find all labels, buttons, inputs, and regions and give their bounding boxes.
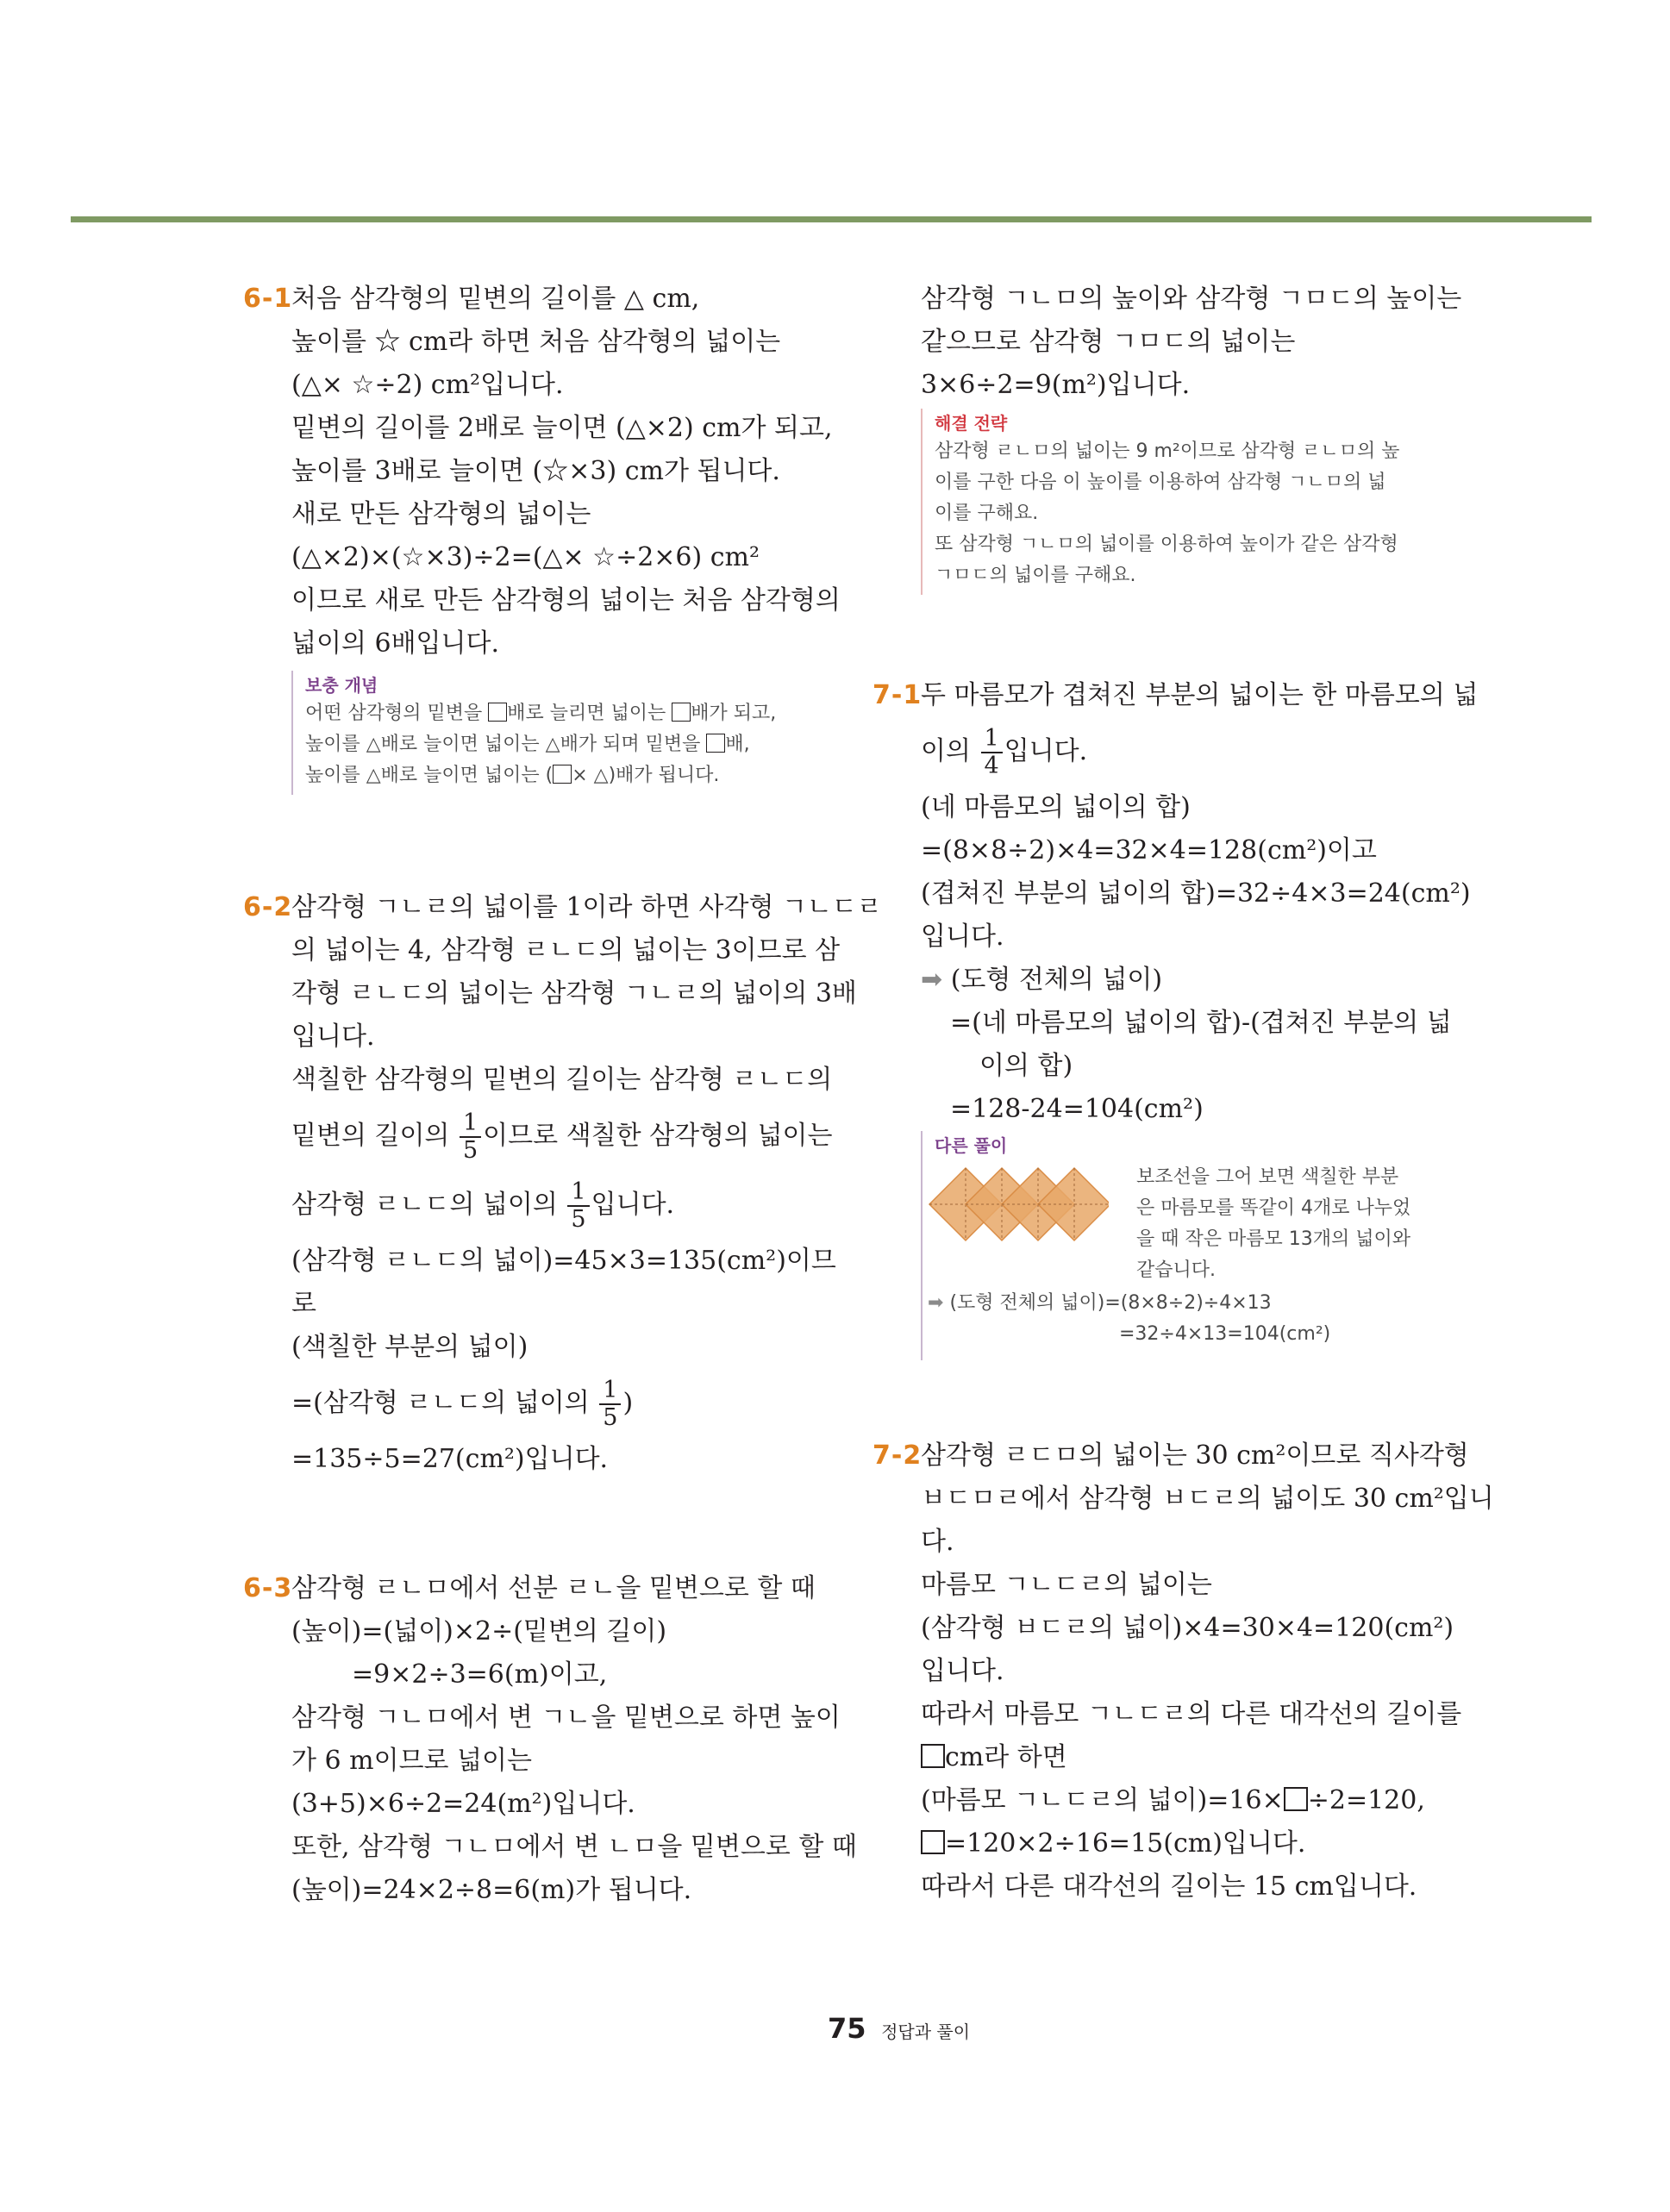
text-line <box>291 1102 833 1171</box>
arrow-right-icon: ➡ <box>921 965 943 995</box>
note-line: 또 삼각형 ㄱㄴㅁ의 넓이를 이용하여 높이가 같은 삼각형 <box>935 534 1398 555</box>
note-line: 이를 구해요. <box>935 503 1039 524</box>
blank-box <box>488 703 507 722</box>
alternative-solution-note <box>921 1131 1442 1360</box>
note-equation <box>928 1288 1330 1350</box>
blank-box <box>672 703 691 722</box>
note-text: × △)배가 됩니다. <box>572 765 720 786</box>
text-line: 의 넓이는 4, 삼각형 ㄹㄴㄷ의 넓이는 3이므로 삼 <box>291 935 841 965</box>
problem-number: 6-3 <box>243 1573 293 1603</box>
text-line: 색칠한 삼각형의 밑변의 길이는 삼각형 ㄹㄴㄷ의 <box>291 1065 833 1095</box>
text-line: (△×2)×(☆×3)÷2=(△× ☆÷2×6) cm² <box>291 542 760 572</box>
note-line: ㄱㅁㄷ의 넓이를 구해요. <box>935 565 1136 586</box>
note-line: 을 때 작은 마름모 13개의 넓이와 <box>1136 1228 1410 1250</box>
text-line: 이의 합) <box>979 1051 1073 1081</box>
header-rule <box>71 216 1592 222</box>
denominator: 5 <box>571 1206 586 1233</box>
denominator: 5 <box>603 1404 618 1431</box>
text-line: 입니다. <box>921 922 1004 952</box>
text-line: 삼각형 ㄹㄷㅁ의 넓이는 30 cm²이므로 직사각형 <box>921 1440 1469 1471</box>
text-line: 삼각형 ㄱㄴㄹ의 넓이를 1이라 하면 사각형 ㄱㄴㄷㄹ <box>291 892 882 922</box>
text-line: 높이를 3배로 늘이면 (☆×3) cm가 됩니다. <box>291 456 780 486</box>
note-text: 배로 늘리면 넓이는 <box>507 703 672 724</box>
text-line: 두 마름모가 겹쳐진 부분의 넓이는 한 마름모의 넓 <box>921 680 1479 710</box>
text: 밑변의 길이의 <box>291 1121 458 1151</box>
text: (마름모 ㄱㄴㄷㄹ의 넓이)=16× <box>921 1785 1284 1815</box>
text: (도형 전체의 넓이) <box>950 965 1163 995</box>
text-line: 이므로 새로 만든 삼각형의 넓이는 처음 삼각형의 <box>291 585 841 615</box>
overlapping-rhombus-diagram <box>928 1165 1109 1243</box>
text-line: 따라서 다른 대각선의 길이는 15 cm입니다. <box>921 1871 1417 1902</box>
text-line: =9×2÷3=6(m)이고, <box>352 1659 608 1690</box>
blank-box <box>1284 1787 1308 1811</box>
text-line: 3×6÷2=9(m²)입니다. <box>921 370 1191 400</box>
page-footer <box>828 2012 970 2045</box>
blank-box <box>921 1830 945 1854</box>
text-line: (삼각형 ㅂㄷㄹ의 넓이)×4=30×4=120(cm²) <box>921 1613 1454 1643</box>
note-line: 삼각형 ㄹㄴㅁ의 넓이는 9 m²이므로 삼각형 ㄹㄴㅁ의 높 <box>935 441 1400 462</box>
text-line: 같으므로 삼각형 ㄱㅁㄷ의 넓이는 <box>921 327 1296 357</box>
right-column <box>873 278 1494 1909</box>
problem-number: 6-1 <box>243 284 293 314</box>
note-line <box>928 1288 1330 1319</box>
text-line: 삼각형 ㄱㄴㅁ에서 변 ㄱㄴ을 밑변으로 하면 높이 <box>291 1703 841 1733</box>
blank-box <box>553 765 572 784</box>
text-line: 마름모 ㄱㄴㄷㄹ의 넓이는 <box>921 1570 1212 1600</box>
text-line: =135÷5=27(cm²)입니다. <box>291 1444 609 1474</box>
text: cm라 하면 <box>945 1742 1067 1772</box>
note-line: 같습니다. <box>1136 1259 1217 1281</box>
text-line: 또한, 삼각형 ㄱㄴㅁ에서 변 ㄴㅁ을 밑변으로 할 때 <box>291 1832 857 1862</box>
numerator: 1 <box>599 1378 621 1405</box>
page-number: 75 <box>828 2012 866 2045</box>
problem-7-2 <box>873 1434 1494 1909</box>
note-line <box>305 729 812 760</box>
text-line: (네 마름모의 넓이의 합) <box>921 792 1191 822</box>
note-line: 은 마름모를 똑같이 4개로 나누었 <box>1136 1197 1411 1219</box>
text: 이므로 색칠한 삼각형의 넓이는 <box>483 1121 833 1151</box>
strategy-note <box>921 409 1442 595</box>
text: 삼각형 ㄹㄴㄷ의 넓이의 <box>291 1190 566 1220</box>
text-line <box>291 1369 812 1438</box>
problem-number: 6-2 <box>243 892 293 922</box>
text-line: 입니다. <box>291 1022 375 1052</box>
note-line <box>305 698 812 729</box>
blank-box <box>921 1744 945 1768</box>
text-line <box>921 717 1442 786</box>
note-text: 높이를 △배로 늘이면 넓이는 ( <box>305 765 554 786</box>
blank-box <box>706 734 725 753</box>
text-line: 높이를 ☆ cm라 하면 처음 삼각형의 넓이는 <box>291 327 781 357</box>
problem-6-1 <box>243 278 841 795</box>
note-text: (도형 전체의 넓이)=(8×8÷2)÷4×13 <box>949 1292 1272 1314</box>
problem-6-3 <box>243 1567 857 1912</box>
note-title: 보충 개념 <box>305 675 378 696</box>
note-text: 어떤 삼각형의 밑변을 <box>305 703 489 724</box>
numerator: 1 <box>567 1179 589 1207</box>
supplement-note <box>291 671 812 795</box>
text-line: 밑변의 길이를 2배로 늘이면 (△×2) cm가 되고, <box>291 413 833 443</box>
text-line <box>921 959 1442 1002</box>
text-line: (높이)=(넓이)×2÷(밑변의 길이) <box>291 1616 667 1647</box>
note-title: 다른 풀이 <box>935 1135 1008 1156</box>
note-text: 배, <box>725 734 750 755</box>
problem-6-2 <box>243 886 882 1481</box>
numerator: 1 <box>981 726 1003 753</box>
footer-label: 정답과 풀이 <box>881 2021 971 2042</box>
text: 입니다. <box>1004 736 1088 766</box>
text-line: 다. <box>921 1527 954 1557</box>
left-column <box>243 278 882 1912</box>
note-line: 이를 구한 다음 이 높이를 이용하여 삼각형 ㄱㄴㅁ의 넓 <box>935 472 1386 493</box>
problem-number: 7-2 <box>873 1440 923 1471</box>
text-line: (높이)=24×2÷8=6(m)가 됩니다. <box>291 1875 692 1905</box>
text: =120×2÷16=15(cm)입니다. <box>945 1828 1306 1859</box>
fraction <box>567 1179 589 1233</box>
text-line <box>921 1822 1442 1865</box>
text-line: (색칠한 부분의 넓이) <box>291 1332 529 1362</box>
denominator: 5 <box>462 1137 478 1164</box>
text-line: =(8×8÷2)×4=32×4=128(cm²)이고 <box>921 835 1377 865</box>
text-line: 따라서 마름모 ㄱㄴㄷㄹ의 다른 대각선의 길이를 <box>921 1699 1462 1729</box>
text: ÷2=120, <box>1307 1785 1425 1815</box>
text: ) <box>622 1388 634 1418</box>
problem-6-3-continued <box>873 278 1462 595</box>
text-line: 처음 삼각형의 밑변의 길이를 △ cm, <box>291 284 700 314</box>
text: =(삼각형 ㄹㄴㄷ의 넓이의 <box>291 1388 598 1418</box>
text-line <box>921 1736 1442 1779</box>
text-line: (삼각형 ㄹㄴㄷ의 넓이)=45×3=135(cm²)이므 <box>291 1246 836 1276</box>
note-text: 배가 되고, <box>691 703 777 724</box>
text-line: 가 6 m이므로 넓이는 <box>291 1746 533 1776</box>
text: 입니다. <box>591 1190 675 1220</box>
note-title: 해결 전략 <box>935 413 1008 434</box>
problem-number: 7-1 <box>873 680 923 710</box>
text-line: 로 <box>291 1289 316 1319</box>
note-line <box>305 760 812 791</box>
text-line: 삼각형 ㄹㄴㅁ에서 선분 ㄹㄴ을 밑변으로 할 때 <box>291 1573 816 1603</box>
denominator: 4 <box>984 753 999 779</box>
text-line: 입니다. <box>921 1656 1004 1686</box>
note-text: 높이를 △배로 늘이면 넓이는 △배가 되며 밑변을 <box>305 734 707 755</box>
text: 이의 <box>921 736 979 766</box>
fraction <box>460 1110 481 1164</box>
text-line: 새로 만든 삼각형의 넓이는 <box>291 499 591 529</box>
arrow-right-icon: ➡ <box>928 1292 944 1314</box>
text-line <box>291 1171 812 1240</box>
fraction <box>599 1378 621 1431</box>
text-line: 넓이의 6배입니다. <box>291 628 500 659</box>
note-line: 보조선을 그어 보면 색칠한 부분 <box>1136 1166 1399 1188</box>
text-line: =(네 마름모의 넓이의 합)-(겹쳐진 부분의 넓 <box>950 1008 1452 1038</box>
text-line: =128-24=104(cm²) <box>950 1094 1204 1124</box>
problem-7-1 <box>873 674 1479 1360</box>
text-line: (겹쳐진 부분의 넓이의 합)=32÷4×3=24(cm²) <box>921 878 1471 909</box>
text-line: 각형 ㄹㄴㄷ의 넓이는 삼각형 ㄱㄴㄹ의 넓이의 3배 <box>291 978 857 1009</box>
text-line: 삼각형 ㄱㄴㅁ의 높이와 삼각형 ㄱㅁㄷ의 높이는 <box>921 284 1462 314</box>
text-line: ㅂㄷㅁㄹ에서 삼각형 ㅂㄷㄹ의 넓이도 30 cm²입니 <box>921 1484 1494 1514</box>
text-line <box>921 1779 1442 1822</box>
numerator: 1 <box>460 1110 481 1138</box>
text-line: (3+5)×6÷2=24(m²)입니다. <box>291 1789 635 1819</box>
text-line: (△× ☆÷2) cm²입니다. <box>291 370 564 400</box>
note-text-block <box>1136 1162 1410 1286</box>
note-line: =32÷4×13=104(cm²) <box>1119 1323 1331 1345</box>
fraction <box>981 726 1003 779</box>
